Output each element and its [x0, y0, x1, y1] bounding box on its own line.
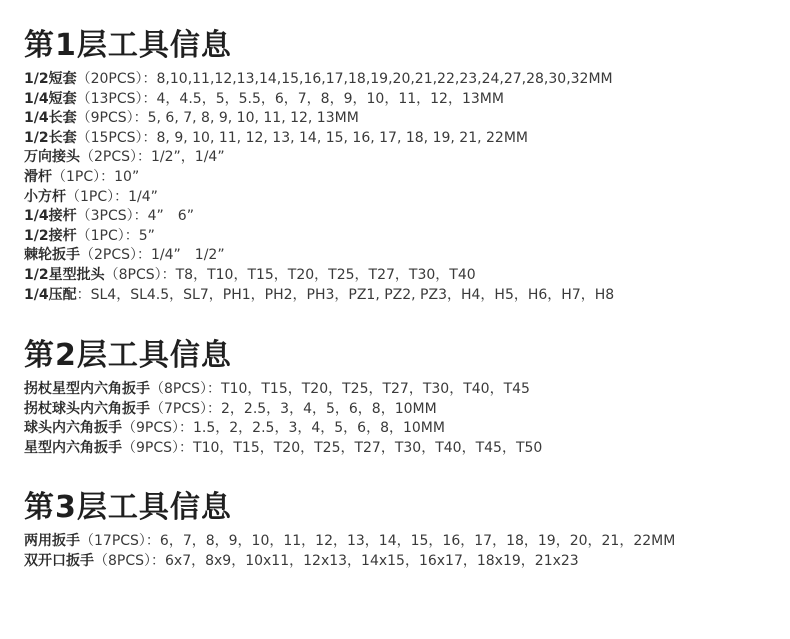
- tool-name: 1/2接杆: [24, 227, 77, 244]
- tool-spec: （7PCS）：2，2.5，3，4，5，6，8，10MM: [150, 400, 437, 417]
- section-heading: 第3层工具信息: [24, 490, 232, 525]
- tool-spec: （1PC）：5”: [76, 227, 155, 244]
- tool-name: 棘轮扳手: [24, 247, 80, 264]
- section-heading: 第2层工具信息: [24, 338, 232, 373]
- tier-2-section: [24, 338, 774, 458]
- spec-list: [24, 532, 774, 571]
- spec-line: [24, 109, 774, 129]
- spec-line: [24, 207, 774, 227]
- tool-name: 两用扳手: [24, 533, 80, 549]
- tool-name: 万向接头: [24, 149, 80, 166]
- tool-name: 拐杖星型内六角扳手: [24, 381, 150, 397]
- section-heading: 第1层工具信息: [24, 28, 232, 63]
- spec-line: [24, 286, 774, 306]
- tool-spec: （2PCS）：1/4” 1/2”: [80, 247, 225, 264]
- spec-line: [24, 246, 774, 266]
- spec-line: [24, 380, 774, 400]
- tool-spec: （9PCS）：1.5，2，2.5，3，4，5，6，8，10MM: [122, 420, 445, 437]
- spec-list: [24, 380, 774, 458]
- spec-line: [24, 168, 774, 188]
- tool-spec: （8PCS）：6x7，8x9，10x11，12x13，14x15，16x17，18x19，21x23: [94, 552, 579, 569]
- spec-line: [24, 552, 774, 572]
- tool-name: 1/4接杆: [24, 208, 77, 225]
- tool-spec: （15PCS）：8, 9, 10, 11, 12, 13, 14, 15, 16, 17, 18, 19, 21, 22MM: [76, 129, 528, 146]
- spec-line: [24, 532, 774, 552]
- tool-spec: （9PCS）：5, 6, 7, 8, 9, 10, 11, 12, 13MM: [76, 110, 359, 127]
- tool-spec: （1PC）：10”: [52, 168, 140, 185]
- tool-name: 1/2短套: [24, 71, 77, 87]
- tool-name: 1/4压配: [24, 286, 77, 303]
- spec-line: [24, 70, 774, 90]
- spec-line: [24, 266, 774, 286]
- tool-name: 1/2长套: [24, 129, 77, 146]
- spec-line: [24, 419, 774, 439]
- tier-3-section: [24, 490, 774, 571]
- tool-name: 1/2星型批头: [24, 266, 105, 283]
- tool-name: 星型内六角扳手: [24, 439, 122, 456]
- spec-line: [24, 129, 774, 149]
- tool-name: 1/4短套: [24, 90, 77, 107]
- tool-spec: （9PCS）：T10，T15，T20，T25，T27，T30，T40，T45，T50: [122, 439, 543, 456]
- spec-list: [24, 70, 774, 305]
- tool-name: 小方杆: [24, 188, 66, 205]
- tool-spec: （2PCS）：1/2”，1/4”: [80, 149, 225, 166]
- spec-line: [24, 148, 774, 168]
- tool-spec: （20PCS）：8,10,11,12,13,14,15,16,17,18,19,20,21,22,23,24,27,28,30,32MM: [76, 71, 613, 87]
- spec-line: [24, 90, 774, 110]
- tool-name: 双开口扳手: [24, 552, 94, 569]
- tool-name: 1/4长套: [24, 110, 77, 127]
- tool-name: 滑杆: [24, 168, 52, 185]
- tool-spec: （1PC）：1/4”: [66, 188, 158, 205]
- tool-spec: （8PCS）：T8，T10，T15，T20，T25，T27，T30，T40: [104, 266, 476, 283]
- tool-spec: ：SL4，SL4.5，SL7，PH1，PH2，PH3，PZ1, PZ2, PZ3，H4，H5，H6，H7，H8: [76, 286, 615, 303]
- tool-spec: （8PCS）：T10，T15，T20，T25，T27，T30，T40，T45: [150, 381, 530, 397]
- tool-name: 拐杖球头内六角扳手: [24, 400, 150, 417]
- tool-spec: （13PCS）：4，4.5，5，5.5，6，7，8，9，10，11，12，13MM: [76, 90, 504, 107]
- tier-1-section: [24, 28, 774, 305]
- spec-line: [24, 439, 774, 459]
- spec-line: [24, 400, 774, 420]
- spec-line: [24, 188, 774, 208]
- tool-spec: （17PCS）：6，7，8，9，10，11，12，13，14，15，16，17，18，19，20，21，22MM: [80, 533, 676, 549]
- spec-line: [24, 227, 774, 247]
- tool-name: 球头内六角扳手: [24, 420, 122, 437]
- tool-spec: （3PCS）：4” 6”: [76, 208, 194, 225]
